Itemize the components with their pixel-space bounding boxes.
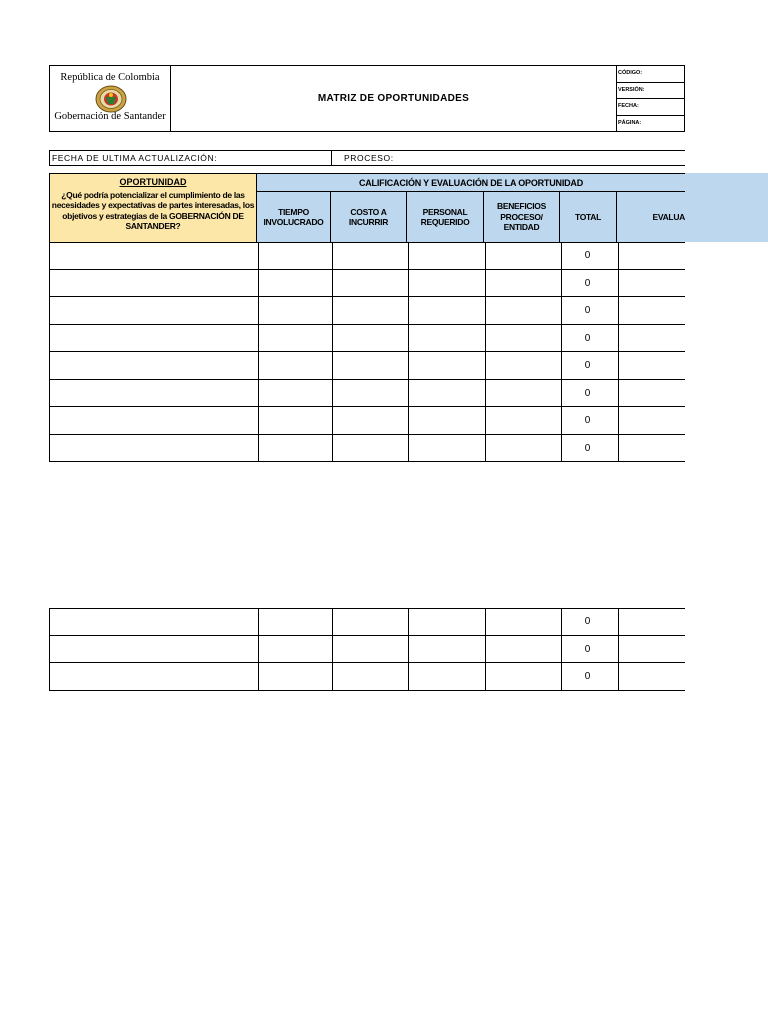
table-row[interactable] [49, 636, 685, 664]
total-cell: 0 [584, 643, 591, 655]
total-cell: 0 [584, 442, 591, 454]
header-fill-extension [685, 173, 768, 242]
meta-codigo: CÓDIGO: [617, 66, 685, 83]
cell-divider [258, 663, 259, 690]
proceso-field[interactable]: PROCESO: [344, 153, 394, 163]
cell-divider [332, 608, 333, 635]
table-row[interactable] [49, 435, 685, 463]
cell-divider [258, 608, 259, 635]
cell-divider [258, 297, 259, 324]
cell-divider [618, 242, 619, 269]
cell-divider [408, 636, 409, 663]
cell-divider [485, 325, 486, 352]
table-row[interactable] [49, 325, 685, 353]
meta-pagina: PÁGINA: [617, 116, 685, 133]
cell-divider [485, 242, 486, 269]
info-row [49, 150, 685, 166]
cell-divider [485, 380, 486, 407]
col-total: TOTAL [560, 192, 617, 242]
logo-top-text: República de Colombia [60, 72, 160, 83]
cell-divider [618, 435, 619, 462]
cell-divider [408, 297, 409, 324]
cell-divider [408, 435, 409, 462]
col-beneficios: BENEFICIOS PROCESO/ ENTIDAD [484, 192, 560, 242]
cell-divider [332, 636, 333, 663]
total-cell: 0 [584, 250, 591, 261]
cell-divider [408, 270, 409, 297]
col-costo-incurrir: COSTO A INCURRIR [331, 192, 407, 242]
cell-divider [332, 380, 333, 407]
cell-divider [618, 636, 619, 663]
cell-divider [332, 663, 333, 690]
cell-divider [618, 270, 619, 297]
cell-divider [485, 608, 486, 635]
document-title: MATRIZ DE OPORTUNIDADES [171, 66, 617, 131]
coat-of-arms-icon [95, 85, 127, 113]
total-cell: 0 [584, 387, 591, 399]
cell-divider [258, 325, 259, 352]
total-cell: 0 [584, 415, 591, 426]
meta-fecha: FECHA: [617, 99, 685, 116]
cell-divider [258, 380, 259, 407]
cell-divider [408, 380, 409, 407]
cell-divider [618, 352, 619, 379]
meta-version: VERSIÓN: [617, 83, 685, 100]
col-personal-requerido: PERSONAL REQUERIDO [407, 192, 484, 242]
cell-divider [408, 325, 409, 352]
cell-divider [485, 663, 486, 690]
cell-divider [485, 407, 486, 434]
cell-divider [408, 352, 409, 379]
cell-divider [408, 242, 409, 269]
cell-divider [258, 407, 259, 434]
cell-divider [485, 636, 486, 663]
cell-divider [618, 325, 619, 352]
total-cell: 0 [584, 305, 591, 316]
table-row[interactable] [49, 352, 685, 380]
cell-divider [485, 297, 486, 324]
cell-divider [618, 608, 619, 635]
cell-divider [332, 325, 333, 352]
table-row[interactable] [49, 380, 685, 408]
table-row[interactable] [49, 407, 685, 435]
cell-divider [485, 270, 486, 297]
meta-fecha-value[interactable] [650, 99, 685, 115]
cell-divider [258, 636, 259, 663]
col-tiempo-involucrado: TIEMPO INVOLUCRADO [257, 192, 331, 242]
cell-divider [618, 380, 619, 407]
cell-divider [618, 297, 619, 324]
meta-codigo-value[interactable] [650, 66, 685, 82]
logo-block [50, 66, 171, 131]
total-cell: 0 [584, 616, 591, 627]
cell-divider [332, 407, 333, 434]
cell-divider [258, 242, 259, 269]
cell-divider [485, 352, 486, 379]
cell-divider [258, 352, 259, 379]
logo-bottom-text: Gobernación de Santander [54, 111, 166, 122]
document-header [49, 65, 685, 132]
oportunidad-title: OPORTUNIDAD [119, 177, 187, 187]
table-row[interactable] [49, 297, 685, 325]
cell-divider [258, 270, 259, 297]
oportunidad-header [49, 173, 257, 242]
cell-divider [408, 663, 409, 690]
table-row[interactable] [49, 608, 685, 636]
total-cell: 0 [584, 671, 591, 682]
total-cell: 0 [584, 277, 591, 289]
cell-divider [258, 435, 259, 462]
table-row[interactable] [49, 270, 685, 298]
cell-divider [408, 407, 409, 434]
total-cell: 0 [584, 332, 591, 344]
col-evaluacion: EVALUA [617, 192, 685, 242]
cell-divider [332, 242, 333, 269]
cell-divider [332, 270, 333, 297]
cell-divider [618, 407, 619, 434]
meta-pagina-value[interactable] [650, 116, 685, 133]
table-row[interactable] [49, 663, 685, 691]
cell-divider [332, 297, 333, 324]
table-row[interactable] [49, 242, 685, 270]
cell-divider [408, 608, 409, 635]
cell-divider [332, 352, 333, 379]
total-cell: 0 [584, 360, 591, 371]
calificacion-header: CALIFICACIÓN Y EVALUACIÓN DE LA OPORTUNIDAD [257, 173, 685, 192]
cell-divider [332, 435, 333, 462]
oportunidad-question: ¿Qué podría potencializar el cumplimiento de las necesidades y expectativas de partes interesadas, los objetivos y estrategias de la GOBERNACIÓN DE SANTANDER? [51, 189, 255, 231]
fecha-actualizacion-field[interactable]: FECHA DE ULTIMA ACTUALIZACIÓN: [50, 151, 332, 165]
cell-divider [485, 435, 486, 462]
cell-divider [618, 663, 619, 690]
meta-version-value[interactable] [650, 83, 685, 99]
